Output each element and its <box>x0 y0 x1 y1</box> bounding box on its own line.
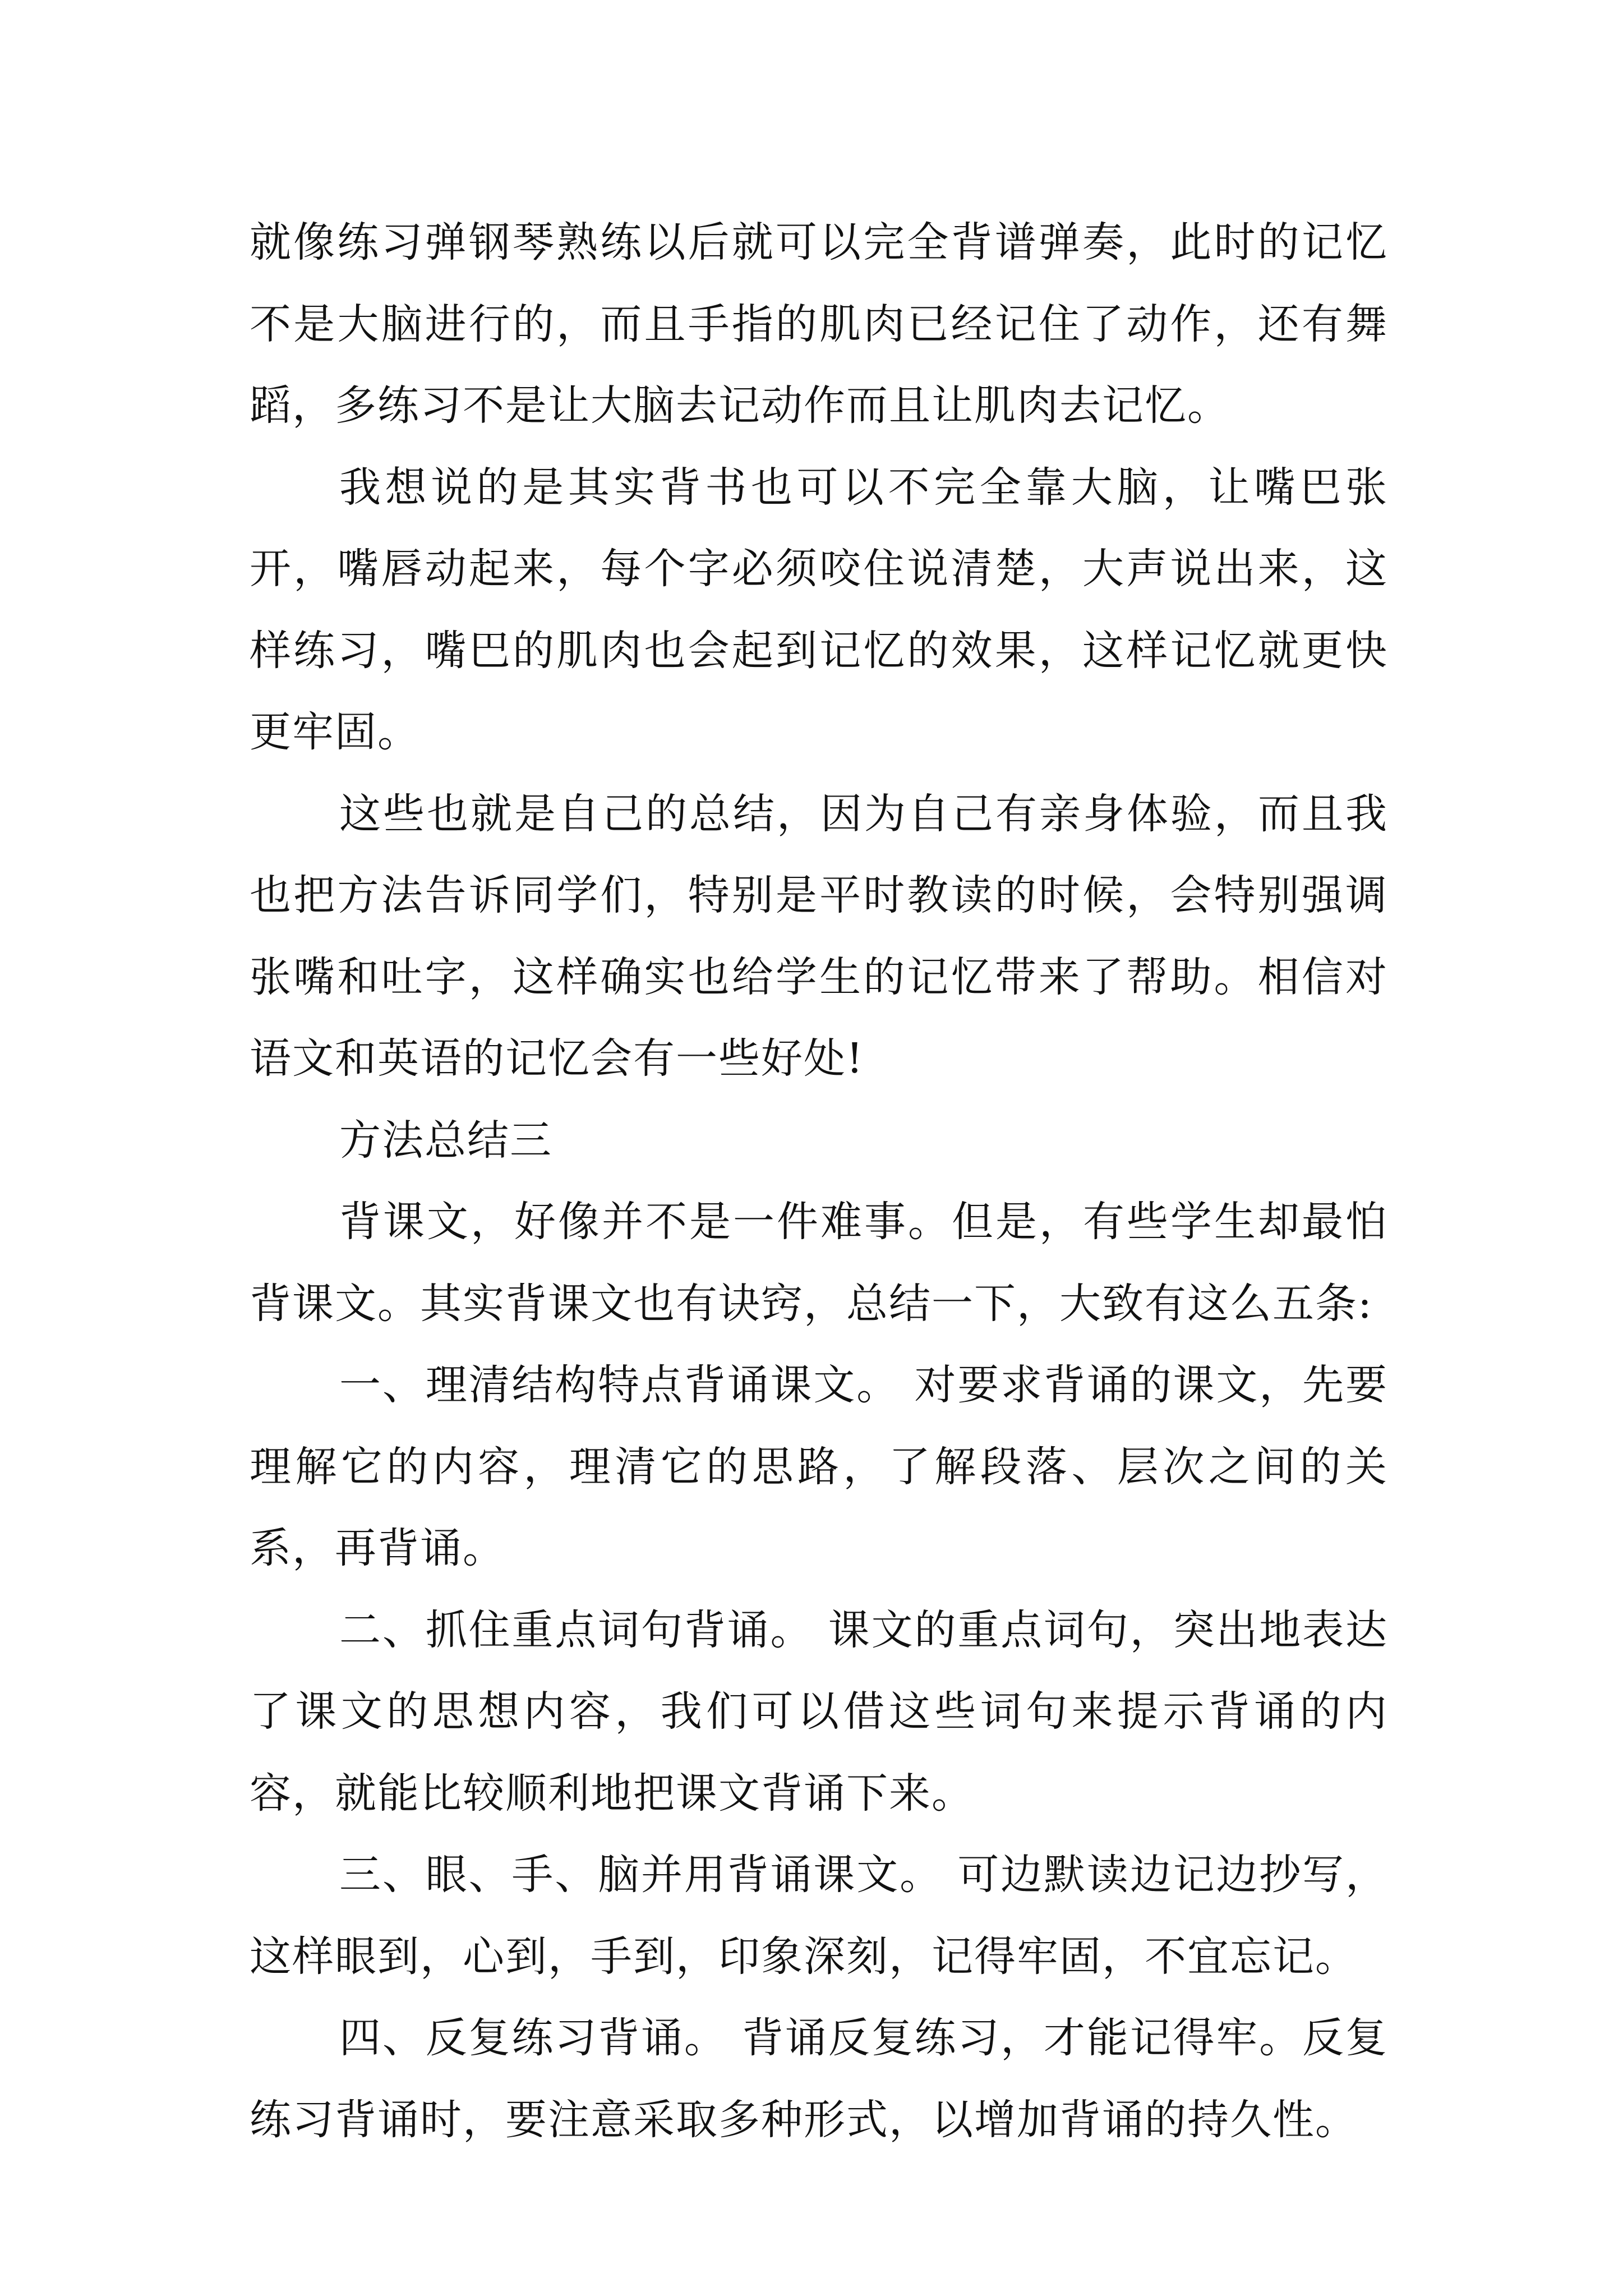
list-item-repetition: 四、反复练习背诵。 背诵反复练习，才能记得牢。反复练习背诵时，要注意采取多种形式，以增加背诵的持久性。 <box>250 2014 1388 2144</box>
list-item-structure: 一、理清结构特点背诵课文。 对要求背诵的课文，先要理解它的内容，理清它的思路，了解段落、层次之间的关系，再背诵。 <box>250 1361 1388 1572</box>
list-item-eye-hand-brain: 三、眼、手、脑并用背诵课文。 可边默读边记边抄写，这样眼到，心到，手到，印象深刻，记得牢固，不宜忘记。 <box>250 1851 1388 1981</box>
list-item-key-phrases: 二、抓住重点词句背诵。 课文的重点词句，突出地表达了课文的思想内容，我们可以借这些词句来提示背诵的内容，就能比较顺利地把课文背诵下来。 <box>250 1605 1388 1818</box>
paragraph-intro: 背课文，好像并不是一件难事。但是，有些学生却最怕背课文。其实背课文也有诀窍，总结一下，大致有这么五条: <box>250 1198 1388 1328</box>
paragraph-mouth-memory: 我想说的是其实背书也可以不完全靠大脑，让嘴巴张开，嘴唇动起来，每个字必须咬住说清楚，大声说出来，这样练习，嘴巴的肌肉也会起到记忆的效果，这样记忆就更快更牢固。 <box>250 463 1388 756</box>
section-heading: 方法总结三 <box>339 1116 552 1165</box>
paragraph-summary: 这些也就是自己的总结，因为自己有亲身体验，而且我也把方法告诉同学们，特别是平时教读的时候，会特别强调张嘴和吐字，这样确实也给学生的记忆带来了帮助。相信对语文和英语的记忆会有一些好处! <box>250 789 1388 1083</box>
paragraph-continuation: 就像练习弹钢琴熟练以后就可以完全背谱弹奏，此时的记忆不是大脑进行的，而且手指的肌肉已经记住了动作，还有舞蹈，多练习不是让大脑去记动作而且让肌肉去记忆。 <box>250 218 1388 430</box>
document-body <box>250 202 1388 2161</box>
